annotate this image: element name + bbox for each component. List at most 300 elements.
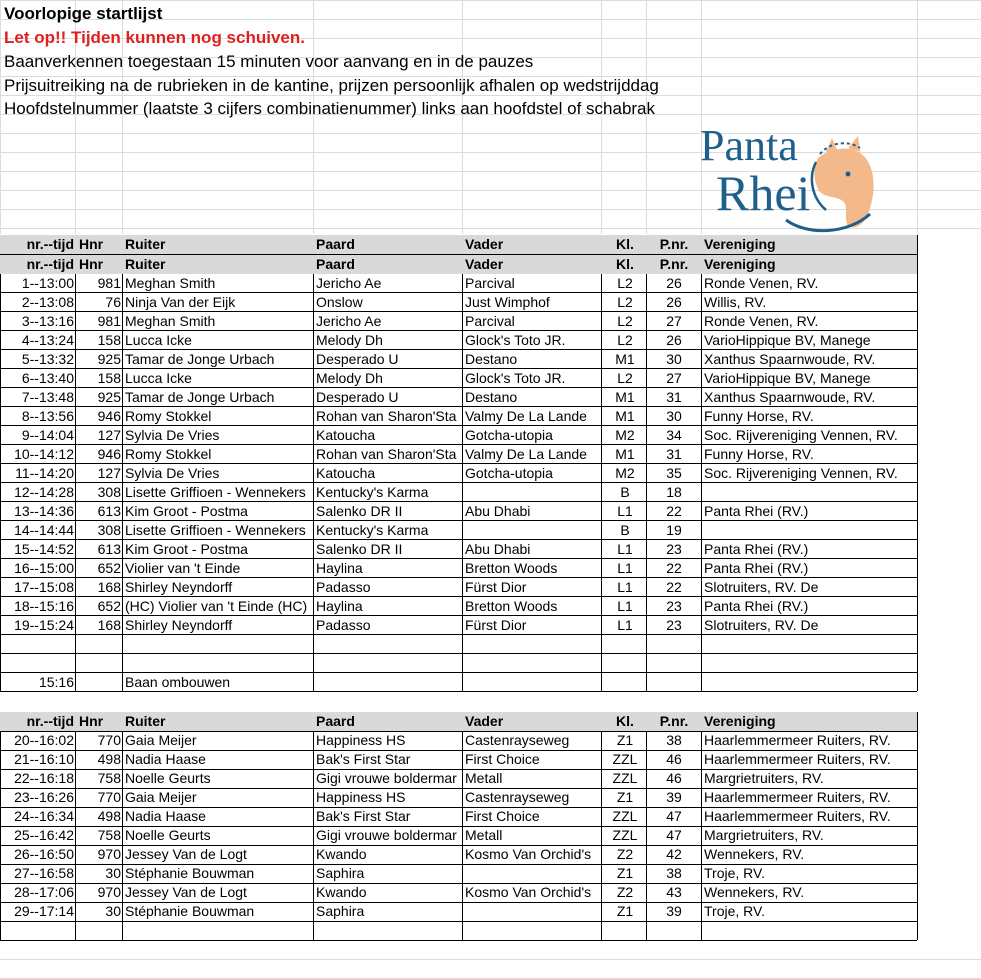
col-header-proefnummer: P.nr. xyxy=(659,256,689,272)
empty-row xyxy=(0,635,917,654)
col-header-ruiter: Ruiter xyxy=(125,713,166,729)
cell-hnr: 970 xyxy=(97,846,121,862)
cell-nr-tijd: 23--16:26 xyxy=(14,789,74,805)
cell-klasse: Z1 xyxy=(616,903,634,919)
cell-proefnummer: 26 xyxy=(666,332,682,348)
cell-ruiter: Sylvia De Vries xyxy=(125,465,220,481)
col-header-proefnummer: P.nr. xyxy=(659,236,689,252)
empty-row xyxy=(0,921,917,940)
cell-paard: Bak's First Star xyxy=(316,808,411,824)
table-header-row xyxy=(0,712,917,731)
cell-ruiter: Lucca Icke xyxy=(125,332,192,348)
cell-klasse: L1 xyxy=(617,598,633,614)
cell-vader xyxy=(465,521,601,540)
cell-vader: Just Wimphof xyxy=(465,294,550,310)
cell-paard: Desperado U xyxy=(316,389,399,405)
cell-vereniging: Wennekers, RV. xyxy=(704,884,805,900)
cell-hnr: 168 xyxy=(97,579,121,595)
col-header-klasse: Kl. xyxy=(616,236,634,252)
cell-proefnummer: 42 xyxy=(666,846,682,862)
cell-proefnummer: 43 xyxy=(666,884,682,900)
cell-proefnummer: 46 xyxy=(666,751,682,767)
cell-nr-tijd: 28--17:06 xyxy=(14,884,74,900)
cell-ruiter: Tamar de Jonge Urbach xyxy=(125,351,275,367)
cell-ruiter: Tamar de Jonge Urbach xyxy=(125,389,275,405)
cell-vereniging: Slotruiters, RV. De xyxy=(704,617,819,633)
cell-nr-tijd: 26--16:50 xyxy=(14,846,74,862)
cell-hnr: 76 xyxy=(105,294,121,310)
cell-klasse: L2 xyxy=(617,313,633,329)
cell-ruiter: Jessey Van de Logt xyxy=(125,846,247,862)
warning-text: Let op!! Tijden kunnen nog schuiven. xyxy=(4,28,305,47)
cell-ruiter: Stéphanie Bouwman xyxy=(125,903,255,919)
col-header-vereniging: Vereniging xyxy=(704,236,776,252)
cell-ruiter: Nadia Haase xyxy=(125,751,206,767)
cell-ruiter: Noelle Geurts xyxy=(125,827,211,843)
cell-vader: Gotcha-utopia xyxy=(465,427,553,443)
cell-vereniging: Troje, RV. xyxy=(704,903,765,919)
cell-vereniging: Willis, RV. xyxy=(704,294,767,310)
cell-paard: Gigi vrouwe boldermar xyxy=(316,827,457,843)
cell-vader: Destano xyxy=(465,351,518,367)
cell-paard: Salenko DR II xyxy=(316,503,403,519)
cell-ruiter: Kim Groot - Postma xyxy=(125,503,248,519)
cell-proefnummer: 22 xyxy=(666,579,682,595)
cell-vereniging: Panta Rhei (RV.) xyxy=(704,560,809,576)
cell-vader: First Choice xyxy=(465,751,540,767)
cell-nr-tijd: 17--15:08 xyxy=(14,579,74,595)
cell-hnr: 925 xyxy=(97,351,121,367)
col-header-vereniging: Vereniging xyxy=(704,256,776,272)
cell-vader: Parcival xyxy=(465,275,515,291)
cell-paard: Rohan van Sharon'Sta xyxy=(316,408,457,424)
col-header-ruiter: Ruiter xyxy=(125,256,166,272)
cell-vader: Metall xyxy=(465,770,503,786)
cell-vereniging: Troje, RV. xyxy=(704,865,765,881)
cell-proefnummer: 30 xyxy=(666,351,682,367)
col-header-proefnummer: P.nr. xyxy=(659,713,689,729)
cell-paard: Kwando xyxy=(316,884,367,900)
cell-klasse: M2 xyxy=(615,427,635,443)
table-row xyxy=(0,293,917,312)
cell-nr-tijd: 12--14:28 xyxy=(14,484,74,500)
cell-proefnummer: 23 xyxy=(666,617,682,633)
cell-proefnummer: 22 xyxy=(666,503,682,519)
cell-vereniging: Xanthus Spaarnwoude, RV. xyxy=(704,389,876,405)
cell-klasse: L1 xyxy=(617,560,633,576)
table-row xyxy=(0,826,917,845)
cell-hnr: 158 xyxy=(97,370,121,386)
cell-klasse: ZZL xyxy=(612,751,638,767)
cell-ruiter: Shirley Neyndorff xyxy=(125,617,233,633)
cell-ruiter: Romy Stokkel xyxy=(125,408,212,424)
table-row xyxy=(0,883,917,902)
page-title: Voorlopige startlijst xyxy=(4,4,163,23)
cell-klasse: L2 xyxy=(617,275,633,291)
cell-nr-tijd: 24--16:34 xyxy=(14,808,74,824)
cell-paard: Haylina xyxy=(316,560,363,576)
cell-paard: Happiness HS xyxy=(316,732,406,748)
cell-nr-tijd: 9--14:04 xyxy=(21,427,74,443)
cell-proefnummer: 18 xyxy=(666,484,682,500)
cell-ruiter: Gaia Meijer xyxy=(125,732,197,748)
cell-hnr: 770 xyxy=(97,789,121,805)
table-row xyxy=(0,312,917,331)
cell-vader: Abu Dhabi xyxy=(465,503,531,519)
cell-vader: Valmy De La Lande xyxy=(465,446,587,462)
cell-klasse: Z2 xyxy=(616,846,634,862)
cell-nr-tijd: 16--15:00 xyxy=(14,560,74,576)
col-header-nr: nr.--tijd xyxy=(26,256,74,272)
cell-nr-tijd: 15--14:52 xyxy=(14,541,74,557)
cell-paard: Kentucky's Karma xyxy=(316,522,429,538)
cell-klasse: M1 xyxy=(615,408,635,424)
table-row xyxy=(0,350,917,369)
cell-klasse: ZZL xyxy=(612,827,638,843)
cell-hnr: 981 xyxy=(97,313,121,329)
table-row xyxy=(0,616,917,635)
cell-vader: Bretton Woods xyxy=(465,560,558,576)
cell-vereniging: VarioHippique BV, Manege xyxy=(704,332,871,348)
cell-nr-tijd: 29--17:14 xyxy=(14,903,74,919)
cell-vader xyxy=(465,483,601,502)
cell-ruiter: Lucca Icke xyxy=(125,370,192,386)
cell-proefnummer: 47 xyxy=(666,827,682,843)
cell-ruiter: Sylvia De Vries xyxy=(125,427,220,443)
cell-proefnummer: 23 xyxy=(666,598,682,614)
cell-proefnummer: 26 xyxy=(666,275,682,291)
col-header-vader: Vader xyxy=(465,713,504,729)
col-header-nr: nr.--tijd xyxy=(26,713,74,729)
cell-vereniging: Haarlemmermeer Ruiters, RV. xyxy=(704,808,891,824)
cell-klasse: L2 xyxy=(617,294,633,310)
cell-nr-tijd: 5--13:32 xyxy=(21,351,74,367)
cell-vader: Gotcha-utopia xyxy=(465,465,553,481)
cell-hnr: 127 xyxy=(97,427,121,443)
cell-klasse: B xyxy=(620,522,630,538)
table-row xyxy=(0,464,917,483)
cell-proefnummer: 38 xyxy=(666,732,682,748)
cell-paard: Padasso xyxy=(316,617,371,633)
table-row xyxy=(0,407,917,426)
cell-vader: Glock's Toto JR. xyxy=(465,332,566,348)
table-row xyxy=(0,731,917,750)
table-row xyxy=(0,769,917,788)
pause-row xyxy=(0,673,917,692)
cell-ruiter: Lisette Griffioen - Wennekers xyxy=(125,522,306,538)
cell-klasse: M1 xyxy=(615,389,635,405)
cell-hnr: 946 xyxy=(97,408,121,424)
table-row xyxy=(0,559,917,578)
cell-ruiter: (HC) Violier van 't Einde (HC) xyxy=(125,598,308,614)
cell-paard: Bak's First Star xyxy=(316,751,411,767)
cell-ruiter: Violier van 't Einde xyxy=(125,560,241,576)
cell-hnr: 498 xyxy=(97,751,121,767)
cell-vereniging: Xanthus Spaarnwoude, RV. xyxy=(704,351,876,367)
col-header-vereniging: Vereniging xyxy=(704,713,776,729)
cell-proefnummer: 22 xyxy=(666,560,682,576)
cell-vereniging: Slotruiters, RV. De xyxy=(704,579,819,595)
cell-proefnummer: 34 xyxy=(666,427,682,443)
cell-hnr: 652 xyxy=(97,598,121,614)
cell-vader: Castenrayseweg xyxy=(465,732,570,748)
cell-paard: Jericho Ae xyxy=(316,275,382,291)
cell-nr-tijd: 1--13:00 xyxy=(21,275,74,291)
col-header-hnr: Hnr xyxy=(79,256,104,272)
cell-hnr: 970 xyxy=(97,884,121,900)
cell-klasse: L1 xyxy=(617,579,633,595)
cell-paard: Melody Dh xyxy=(316,370,383,386)
cell-vader: Fürst Dior xyxy=(465,579,527,595)
cell-ruiter: Lisette Griffioen - Wennekers xyxy=(125,484,306,500)
col-header-nr: nr.--tijd xyxy=(26,236,74,252)
cell-klasse: Z1 xyxy=(616,789,634,805)
cell-paard: Desperado U xyxy=(316,351,399,367)
cell-klasse: ZZL xyxy=(612,770,638,786)
cell-proefnummer: 31 xyxy=(666,389,682,405)
empty-row xyxy=(0,654,917,673)
table-row xyxy=(0,845,917,864)
table-row xyxy=(0,483,917,502)
cell-nr-tijd: 22--16:18 xyxy=(14,770,74,786)
cell-paard: Haylina xyxy=(316,598,363,614)
logo-word-panta: Panta xyxy=(700,121,798,170)
cell-proefnummer: 39 xyxy=(666,903,682,919)
cell-ruiter: Jessey Van de Logt xyxy=(125,884,247,900)
cell-nr-tijd: 10--14:12 xyxy=(14,446,74,462)
cell-ruiter: Romy Stokkel xyxy=(125,446,212,462)
cell-vader: Glock's Toto JR. xyxy=(465,370,566,386)
cell-klasse: Z2 xyxy=(616,884,634,900)
cell-ruiter: Meghan Smith xyxy=(125,313,216,329)
cell-ruiter: Shirley Neyndorff xyxy=(125,579,233,595)
cell-proefnummer: 35 xyxy=(666,465,682,481)
cell-klasse: M1 xyxy=(615,351,635,367)
cell-vader: First Choice xyxy=(465,808,540,824)
cell-nr-tijd: 3--13:16 xyxy=(21,313,74,329)
cell-klasse: L2 xyxy=(617,332,633,348)
cell-vereniging: Panta Rhei (RV.) xyxy=(704,598,809,614)
table-row xyxy=(0,864,917,883)
cell-vader: Kosmo Van Orchid's xyxy=(465,884,592,900)
col-header-klasse: Kl. xyxy=(616,256,634,272)
col-header-paard: Paard xyxy=(316,713,355,729)
cell-vereniging: Haarlemmermeer Ruiters, RV. xyxy=(704,751,891,767)
cell-nr-tijd: 19--15:24 xyxy=(14,617,74,633)
cell-paard: Jericho Ae xyxy=(316,313,382,329)
cell-proefnummer: 27 xyxy=(666,313,682,329)
pause-label: Baan ombouwen xyxy=(125,674,231,690)
cell-proefnummer: 47 xyxy=(666,808,682,824)
col-header-paard: Paard xyxy=(316,236,355,252)
cell-vereniging: Soc. Rijvereniging Vennen, RV. xyxy=(704,465,898,481)
cell-vereniging: Soc. Rijvereniging Vennen, RV. xyxy=(704,427,898,443)
cell-proefnummer: 19 xyxy=(666,522,682,538)
cell-hnr: 308 xyxy=(97,484,121,500)
cell-nr-tijd: 7--13:48 xyxy=(21,389,74,405)
cell-paard: Kentucky's Karma xyxy=(316,484,429,500)
cell-hnr: 168 xyxy=(97,617,121,633)
cell-nr-tijd: 20--16:02 xyxy=(14,732,74,748)
cell-paard: Padasso xyxy=(316,579,371,595)
cell-vereniging: Wennekers, RV. xyxy=(704,846,805,862)
cell-nr-tijd: 4--13:24 xyxy=(21,332,74,348)
table-row xyxy=(0,597,917,616)
info-line-course-walk: Baanverkennen toegestaan 15 minuten voor aanvang en in de pauzes xyxy=(4,52,534,71)
col-header-ruiter: Ruiter xyxy=(125,236,166,252)
cell-klasse: Z1 xyxy=(616,865,634,881)
cell-vader: Abu Dhabi xyxy=(465,541,531,557)
cell-vereniging: VarioHippique BV, Manege xyxy=(704,370,871,386)
cell-vereniging: Margrietruiters, RV. xyxy=(704,827,824,843)
cell-vader: Castenrayseweg xyxy=(465,789,570,805)
col-header-paard: Paard xyxy=(316,256,355,272)
cell-hnr: 30 xyxy=(105,865,121,881)
cell-hnr: 770 xyxy=(97,732,121,748)
table-row xyxy=(0,445,917,464)
cell-paard: Salenko DR II xyxy=(316,541,403,557)
cell-paard: Gigi vrouwe boldermar xyxy=(316,770,457,786)
table-row xyxy=(0,388,917,407)
cell-klasse: L1 xyxy=(617,617,633,633)
cell-nr-tijd: 13--14:36 xyxy=(14,503,74,519)
cell-klasse: Z1 xyxy=(616,732,634,748)
col-header-hnr: Hnr xyxy=(79,236,104,252)
cell-vereniging: Haarlemmermeer Ruiters, RV. xyxy=(704,789,891,805)
cell-nr-tijd: 21--16:10 xyxy=(14,751,74,767)
cell-vereniging: Haarlemmermeer Ruiters, RV. xyxy=(704,732,891,748)
cell-klasse: B xyxy=(620,484,630,500)
cell-vader xyxy=(465,864,601,883)
cell-hnr: 758 xyxy=(97,770,121,786)
col-header-klasse: Kl. xyxy=(616,713,634,729)
cell-paard: Katoucha xyxy=(316,427,376,443)
cell-proefnummer: 46 xyxy=(666,770,682,786)
info-line-prizes: Prijsuitreiking na de rubrieken in de kantine, prijzen persoonlijk afhalen op wedstrijddag xyxy=(4,76,659,95)
cell-proefnummer: 30 xyxy=(666,408,682,424)
col-header-vader: Vader xyxy=(465,256,504,272)
cell-paard: Katoucha xyxy=(316,465,376,481)
cell-paard: Happiness HS xyxy=(316,789,406,805)
cell-klasse: L1 xyxy=(617,503,633,519)
cell-nr-tijd: 27--16:58 xyxy=(14,865,74,881)
cell-klasse: ZZL xyxy=(612,808,638,824)
cell-hnr: 308 xyxy=(97,522,121,538)
table-header-row xyxy=(0,255,917,274)
cell-vader: Parcival xyxy=(465,313,515,329)
cell-nr-tijd: 2--13:08 xyxy=(21,294,74,310)
cell-hnr: 158 xyxy=(97,332,121,348)
cell-vader: Kosmo Van Orchid's xyxy=(465,846,592,862)
cell-ruiter: Kim Groot - Postma xyxy=(125,541,248,557)
cell-paard: Rohan van Sharon'Sta xyxy=(316,446,457,462)
cell-vereniging xyxy=(704,521,916,540)
cell-ruiter: Gaia Meijer xyxy=(125,789,197,805)
cell-klasse: L2 xyxy=(617,370,633,386)
cell-vereniging: Ronde Venen, RV. xyxy=(704,275,819,291)
table-row xyxy=(0,807,917,826)
cell-paard: Saphira xyxy=(316,865,365,881)
table-row xyxy=(0,540,917,559)
table-header-row xyxy=(0,235,917,254)
cell-vereniging: Panta Rhei (RV.) xyxy=(704,503,809,519)
table-row xyxy=(0,902,917,921)
cell-vader: Destano xyxy=(465,389,518,405)
cell-nr-tijd: 6--13:40 xyxy=(21,370,74,386)
cell-paard: Saphira xyxy=(316,903,365,919)
cell-hnr: 946 xyxy=(97,446,121,462)
cell-hnr: 758 xyxy=(97,827,121,843)
cell-nr-tijd: 11--14:20 xyxy=(15,465,74,481)
cell-hnr: 498 xyxy=(97,808,121,824)
cell-nr-tijd: 8--13:56 xyxy=(21,408,74,424)
table-row xyxy=(0,369,917,388)
table-row xyxy=(0,331,917,350)
col-header-hnr: Hnr xyxy=(79,713,104,729)
cell-proefnummer: 26 xyxy=(666,294,682,310)
cell-nr-tijd: 14--14:44 xyxy=(14,522,74,538)
cell-hnr: 613 xyxy=(97,503,121,519)
cell-vereniging: Margrietruiters, RV. xyxy=(704,770,824,786)
table-row xyxy=(0,788,917,807)
cell-hnr: 925 xyxy=(97,389,121,405)
cell-proefnummer: 23 xyxy=(666,541,682,557)
table-row xyxy=(0,578,917,597)
cell-nr-tijd: 25--16:42 xyxy=(14,827,74,843)
table-row xyxy=(0,274,917,293)
cell-paard: Onslow xyxy=(316,294,363,310)
table-row xyxy=(0,426,917,445)
cell-vader: Fürst Dior xyxy=(465,617,527,633)
cell-nr-tijd: 18--15:16 xyxy=(14,598,74,614)
cell-paard: Kwando xyxy=(316,846,367,862)
cell-ruiter: Meghan Smith xyxy=(125,275,216,291)
info-line-bridle-number: Hoofdstelnummer (laatste 3 cijfers combinatienummer) links aan hoofdstel of schabrak xyxy=(4,99,656,118)
cell-ruiter: Stéphanie Bouwman xyxy=(125,865,255,881)
cell-ruiter: Ninja Van der Eijk xyxy=(125,294,236,310)
cell-vader: Valmy De La Lande xyxy=(465,408,587,424)
pause-time: 15:16 xyxy=(38,674,74,690)
col-header-vader: Vader xyxy=(465,236,504,252)
table-row xyxy=(0,750,917,769)
cell-hnr: 30 xyxy=(105,903,121,919)
cell-proefnummer: 39 xyxy=(666,789,682,805)
cell-vader: Metall xyxy=(465,827,503,843)
cell-klasse: L1 xyxy=(617,541,633,557)
cell-hnr: 652 xyxy=(97,560,121,576)
panta-rhei-logo xyxy=(698,118,888,240)
cell-vader xyxy=(465,902,601,921)
cell-vereniging: Funny Horse, RV. xyxy=(704,408,814,424)
cell-vereniging xyxy=(704,483,916,502)
table-row xyxy=(0,502,917,521)
cell-vereniging: Ronde Venen, RV. xyxy=(704,313,819,329)
cell-proefnummer: 38 xyxy=(666,865,682,881)
cell-vereniging: Funny Horse, RV. xyxy=(704,446,814,462)
cell-ruiter: Noelle Geurts xyxy=(125,770,211,786)
logo-word-rhei: Rhei xyxy=(716,165,811,221)
cell-hnr: 613 xyxy=(97,541,121,557)
table-row xyxy=(0,521,917,540)
cell-klasse: M2 xyxy=(615,465,635,481)
cell-hnr: 127 xyxy=(97,465,121,481)
cell-vader: Bretton Woods xyxy=(465,598,558,614)
cell-proefnummer: 31 xyxy=(666,446,682,462)
cell-hnr: 981 xyxy=(97,275,121,291)
cell-klasse: M1 xyxy=(615,446,635,462)
cell-vereniging: Panta Rhei (RV.) xyxy=(704,541,809,557)
cell-proefnummer: 27 xyxy=(666,370,682,386)
